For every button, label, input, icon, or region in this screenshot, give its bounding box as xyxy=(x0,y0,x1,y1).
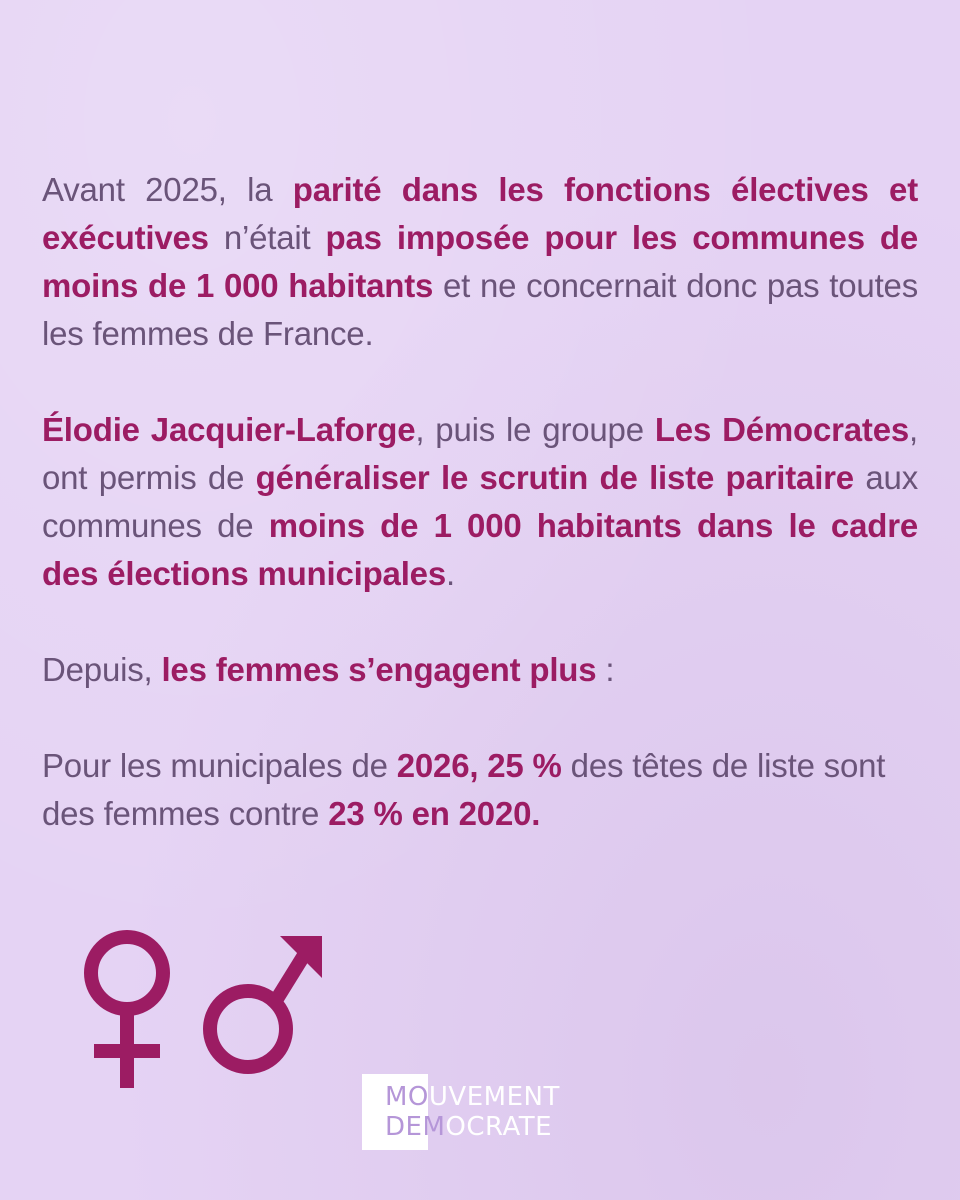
male-symbol-icon xyxy=(210,952,306,1067)
paragraph-parity-before-2025 xyxy=(42,166,918,358)
logo-text: OCRATE xyxy=(445,1112,553,1142)
emphasis: moins de 1 000 habitants dans le cadre des élections municipales xyxy=(42,507,918,592)
emphasis: Élodie Jacquier-Laforge xyxy=(42,411,416,448)
text: et ne concernait donc pas toutes les femmes de France. xyxy=(42,267,918,352)
logo-text: MO xyxy=(385,1082,429,1112)
logo-text: DEM xyxy=(385,1112,446,1142)
logo-line-1 xyxy=(385,1082,560,1112)
text: : xyxy=(596,651,615,688)
gender-symbols xyxy=(76,930,326,1090)
female-symbol-icon xyxy=(91,937,163,1088)
emphasis: Les Démocrates xyxy=(654,411,910,448)
emphasis: parité dans les fonctions électives et exécutives xyxy=(42,171,918,256)
text: . xyxy=(446,555,455,592)
text: , ont permis de xyxy=(42,411,918,496)
text: Avant 2025, la xyxy=(42,171,293,208)
text: aux communes de xyxy=(42,459,918,544)
paragraph-since xyxy=(42,646,918,694)
emphasis: 23 % en 2020. xyxy=(328,795,541,832)
emphasis: pas imposée pour les communes de moins de 1 000 habitants xyxy=(42,219,919,304)
logo-text: UVEMENT xyxy=(428,1082,560,1112)
emphasis: généraliser le scrutin de liste paritaire xyxy=(255,459,854,496)
paragraph-statistics xyxy=(42,742,918,838)
text: , puis le groupe xyxy=(415,411,655,448)
text: Depuis, xyxy=(42,651,162,688)
mouvement-democrate-logo xyxy=(362,1074,602,1150)
logo-line-2 xyxy=(385,1112,552,1142)
text: des têtes de liste sont des femmes contre xyxy=(42,747,886,832)
emphasis: les femmes s’engagent plus xyxy=(161,651,597,688)
text: n’était xyxy=(208,219,326,256)
paragraph-law-generalisation xyxy=(42,406,918,598)
emphasis: 2026, 25 % xyxy=(396,747,562,784)
text: Pour les municipales de xyxy=(42,747,397,784)
